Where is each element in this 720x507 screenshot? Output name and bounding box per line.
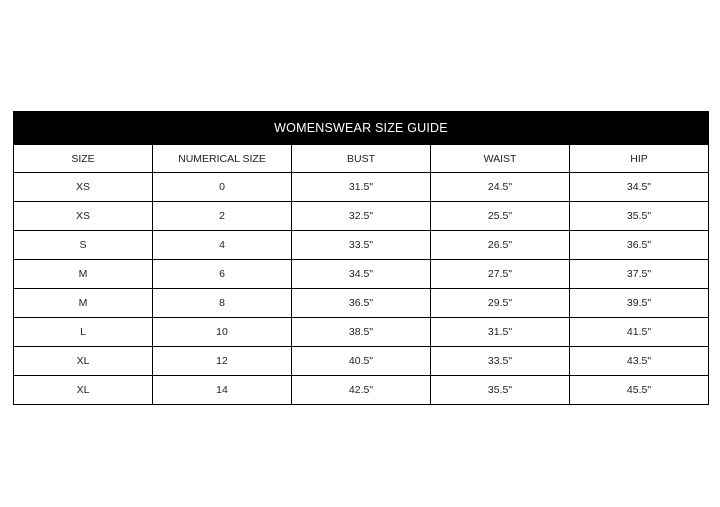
cell-waist: 27.5": [431, 260, 570, 289]
cell-bust: 34.5": [292, 260, 431, 289]
cell-waist: 25.5": [431, 202, 570, 231]
cell-numerical-size: 10: [153, 318, 292, 347]
column-header-waist: WAIST: [431, 145, 570, 173]
table-row: [14, 231, 709, 260]
column-header-hip: HIP: [570, 145, 709, 173]
cell-waist: 26.5": [431, 231, 570, 260]
cell-hip: 36.5": [570, 231, 709, 260]
cell-numerical-size: 4: [153, 231, 292, 260]
cell-hip: 35.5": [570, 202, 709, 231]
cell-bust: 40.5": [292, 347, 431, 376]
cell-bust: 32.5": [292, 202, 431, 231]
cell-bust: 36.5": [292, 289, 431, 318]
cell-numerical-size: 12: [153, 347, 292, 376]
cell-size: M: [14, 289, 153, 318]
cell-bust: 38.5": [292, 318, 431, 347]
table-row: [14, 318, 709, 347]
cell-size: XL: [14, 347, 153, 376]
table-row: [14, 202, 709, 231]
cell-hip: 41.5": [570, 318, 709, 347]
cell-numerical-size: 6: [153, 260, 292, 289]
header-row: [14, 145, 709, 173]
cell-waist: 29.5": [431, 289, 570, 318]
table-row: [14, 173, 709, 202]
cell-size: S: [14, 231, 153, 260]
cell-waist: 33.5": [431, 347, 570, 376]
cell-size: XS: [14, 173, 153, 202]
cell-numerical-size: 2: [153, 202, 292, 231]
title-row: [14, 112, 709, 145]
table-row: [14, 376, 709, 405]
cell-bust: 31.5": [292, 173, 431, 202]
cell-waist: 31.5": [431, 318, 570, 347]
table-title: WOMENSWEAR SIZE GUIDE: [14, 112, 709, 145]
cell-hip: 45.5": [570, 376, 709, 405]
cell-hip: 37.5": [570, 260, 709, 289]
cell-hip: 34.5": [570, 173, 709, 202]
cell-waist: 35.5": [431, 376, 570, 405]
cell-hip: 39.5": [570, 289, 709, 318]
cell-numerical-size: 14: [153, 376, 292, 405]
cell-hip: 43.5": [570, 347, 709, 376]
column-header-size: SIZE: [14, 145, 153, 173]
cell-size: L: [14, 318, 153, 347]
cell-size: XS: [14, 202, 153, 231]
cell-size: XL: [14, 376, 153, 405]
column-header-bust: BUST: [292, 145, 431, 173]
cell-size: M: [14, 260, 153, 289]
column-header-numerical-size: NUMERICAL SIZE: [153, 145, 292, 173]
size-guide-table: [13, 111, 709, 405]
cell-bust: 42.5": [292, 376, 431, 405]
cell-waist: 24.5": [431, 173, 570, 202]
table-row: [14, 260, 709, 289]
table-row: [14, 347, 709, 376]
cell-numerical-size: 8: [153, 289, 292, 318]
cell-bust: 33.5": [292, 231, 431, 260]
cell-numerical-size: 0: [153, 173, 292, 202]
table-row: [14, 289, 709, 318]
